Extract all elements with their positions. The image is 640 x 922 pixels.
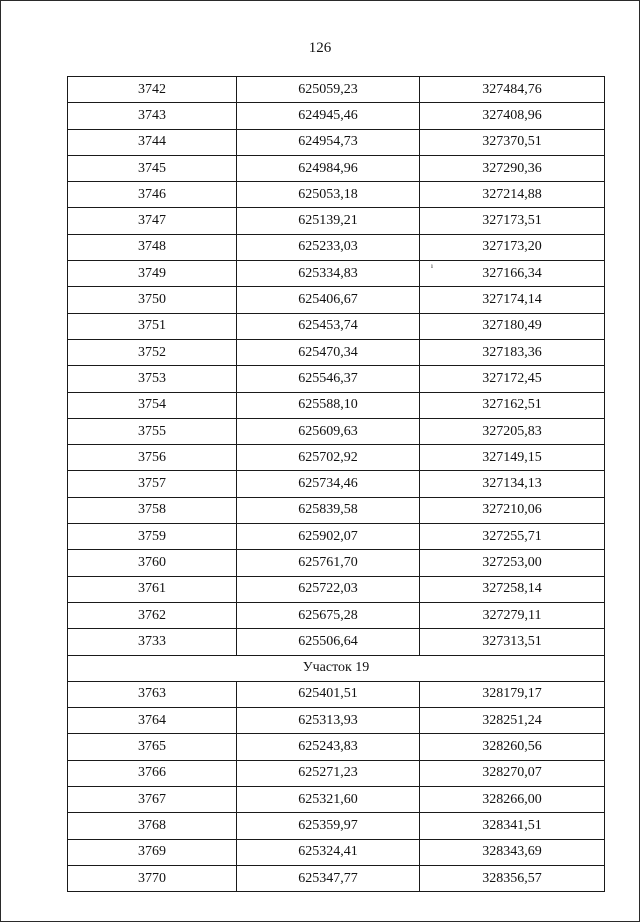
table-row (68, 497, 605, 523)
x-coordinate-cell: 625722,03 (237, 576, 420, 602)
x-coordinate-cell: 625506,64 (237, 629, 420, 655)
x-coordinate-cell: 624945,46 (237, 103, 420, 129)
coordinates-table (67, 76, 605, 892)
x-coordinate-cell: 624954,73 (237, 129, 420, 155)
point-number-cell: 3761 (68, 576, 237, 602)
x-coordinate-cell: 625243,83 (237, 734, 420, 760)
x-coordinate-cell: 625702,92 (237, 445, 420, 471)
table-row (68, 734, 605, 760)
y-coordinate-cell: 327162,51 (420, 392, 605, 418)
point-number-cell: 3733 (68, 629, 237, 655)
table-row (68, 208, 605, 234)
y-coordinate-cell: 327210,06 (420, 497, 605, 523)
section-header-row (68, 655, 605, 681)
table-row (68, 839, 605, 865)
y-coordinate-cell: 327183,36 (420, 339, 605, 365)
y-coordinate-cell: 328270,07 (420, 760, 605, 786)
point-number-cell: 3763 (68, 681, 237, 707)
point-number-cell: 3768 (68, 813, 237, 839)
table-row (68, 865, 605, 891)
x-coordinate-cell: 625902,07 (237, 524, 420, 550)
point-number-cell: 3755 (68, 418, 237, 444)
table-row (68, 550, 605, 576)
x-coordinate-cell: 625321,60 (237, 787, 420, 813)
y-coordinate-cell: 327166,34 (420, 261, 605, 287)
x-coordinate-cell: 625233,03 (237, 234, 420, 260)
point-number-cell: 3767 (68, 787, 237, 813)
point-number-cell: 3766 (68, 760, 237, 786)
table-row (68, 155, 605, 181)
point-number-cell: 3758 (68, 497, 237, 523)
x-coordinate-cell: 625453,74 (237, 313, 420, 339)
table-row (68, 418, 605, 444)
point-number-cell: 3756 (68, 445, 237, 471)
point-number-cell: 3754 (68, 392, 237, 418)
x-coordinate-cell: 625734,46 (237, 471, 420, 497)
point-number-cell: 3742 (68, 77, 237, 103)
y-coordinate-cell: 327253,00 (420, 550, 605, 576)
table-row (68, 602, 605, 628)
table-row (68, 392, 605, 418)
y-coordinate-cell: 327134,13 (420, 471, 605, 497)
table-row (68, 471, 605, 497)
table-row (68, 787, 605, 813)
point-number-cell: 3762 (68, 602, 237, 628)
y-coordinate-cell: 327408,96 (420, 103, 605, 129)
y-coordinate-cell: 327173,20 (420, 234, 605, 260)
y-coordinate-cell: 327258,14 (420, 576, 605, 602)
point-number-cell: 3759 (68, 524, 237, 550)
x-coordinate-cell: 625588,10 (237, 392, 420, 418)
table-row (68, 287, 605, 313)
y-coordinate-cell: 327484,76 (420, 77, 605, 103)
x-coordinate-cell: 625313,93 (237, 708, 420, 734)
x-coordinate-cell: 624984,96 (237, 155, 420, 181)
x-coordinate-cell: 625609,63 (237, 418, 420, 444)
point-number-cell: 3765 (68, 734, 237, 760)
y-coordinate-cell: 327313,51 (420, 629, 605, 655)
table-row (68, 708, 605, 734)
x-coordinate-cell: 625334,83 (237, 261, 420, 287)
table-row (68, 103, 605, 129)
table-row (68, 366, 605, 392)
section-label: Участок 19 (68, 655, 605, 681)
point-number-cell: 3753 (68, 366, 237, 392)
y-coordinate-cell: 327290,36 (420, 155, 605, 181)
x-coordinate-cell: 625347,77 (237, 865, 420, 891)
y-coordinate-cell: 327205,83 (420, 418, 605, 444)
x-coordinate-cell: 625546,37 (237, 366, 420, 392)
point-number-cell: 3750 (68, 287, 237, 313)
x-coordinate-cell: 625839,58 (237, 497, 420, 523)
point-number-cell: 3757 (68, 471, 237, 497)
point-number-cell: 3764 (68, 708, 237, 734)
table-row (68, 77, 605, 103)
table-row (68, 445, 605, 471)
table-row (68, 760, 605, 786)
x-coordinate-cell: 625406,67 (237, 287, 420, 313)
x-coordinate-cell: 625401,51 (237, 681, 420, 707)
stray-mark: ı (431, 262, 433, 270)
x-coordinate-cell: 625324,41 (237, 839, 420, 865)
x-coordinate-cell: 625139,21 (237, 208, 420, 234)
y-coordinate-cell: 327149,15 (420, 445, 605, 471)
table-row (68, 313, 605, 339)
point-number-cell: 3744 (68, 129, 237, 155)
table-row (68, 576, 605, 602)
point-number-cell: 3760 (68, 550, 237, 576)
x-coordinate-cell: 625761,70 (237, 550, 420, 576)
table-row (68, 813, 605, 839)
point-number-cell: 3749 (68, 261, 237, 287)
table-row (68, 524, 605, 550)
point-number-cell: 3769 (68, 839, 237, 865)
y-coordinate-cell: 327180,49 (420, 313, 605, 339)
table-row (68, 681, 605, 707)
table-row (68, 339, 605, 365)
y-coordinate-cell: 327173,51 (420, 208, 605, 234)
y-coordinate-cell: 327255,71 (420, 524, 605, 550)
x-coordinate-cell: 625470,34 (237, 339, 420, 365)
page-number: 126 (308, 40, 332, 56)
point-number-cell: 3770 (68, 865, 237, 891)
point-number-cell: 3751 (68, 313, 237, 339)
x-coordinate-cell: 625059,23 (237, 77, 420, 103)
point-number-cell: 3743 (68, 103, 237, 129)
point-number-cell: 3747 (68, 208, 237, 234)
point-number-cell: 3746 (68, 182, 237, 208)
y-coordinate-cell: 327174,14 (420, 287, 605, 313)
y-coordinate-cell: 327370,51 (420, 129, 605, 155)
y-coordinate-cell: 328343,69 (420, 839, 605, 865)
table-row (68, 129, 605, 155)
y-coordinate-cell: 328179,17 (420, 681, 605, 707)
table-row (68, 261, 605, 287)
y-coordinate-cell: 328260,56 (420, 734, 605, 760)
point-number-cell: 3752 (68, 339, 237, 365)
table-row (68, 234, 605, 260)
y-coordinate-cell: 328266,00 (420, 787, 605, 813)
table-row (68, 182, 605, 208)
x-coordinate-cell: 625053,18 (237, 182, 420, 208)
table-row (68, 629, 605, 655)
y-coordinate-cell: 328356,57 (420, 865, 605, 891)
x-coordinate-cell: 625675,28 (237, 602, 420, 628)
x-coordinate-cell: 625359,97 (237, 813, 420, 839)
point-number-cell: 3748 (68, 234, 237, 260)
coordinates-table-body (68, 77, 605, 892)
point-number-cell: 3745 (68, 155, 237, 181)
y-coordinate-cell: 328251,24 (420, 708, 605, 734)
y-coordinate-cell: 327172,45 (420, 366, 605, 392)
x-coordinate-cell: 625271,23 (237, 760, 420, 786)
y-coordinate-cell: 328341,51 (420, 813, 605, 839)
y-coordinate-cell: 327214,88 (420, 182, 605, 208)
y-coordinate-cell: 327279,11 (420, 602, 605, 628)
